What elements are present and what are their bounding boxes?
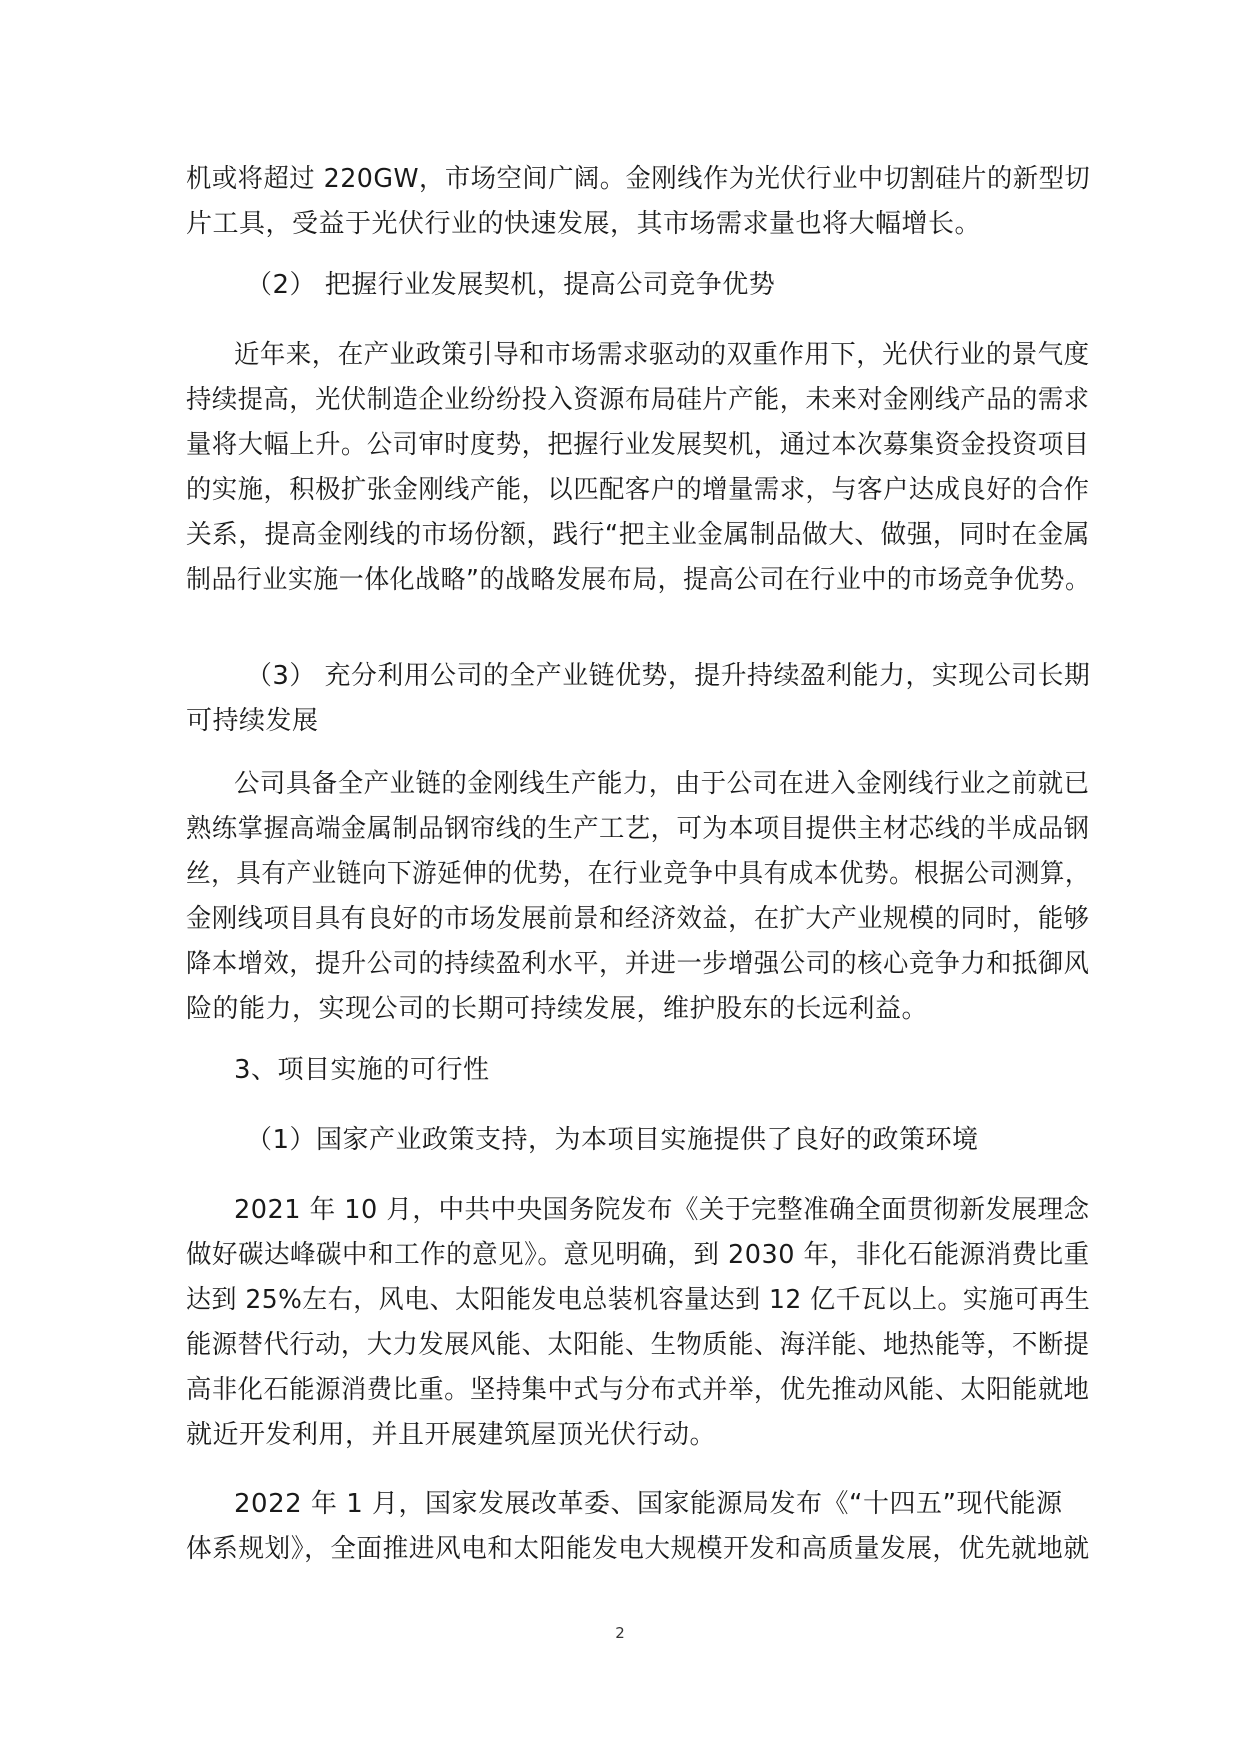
subsection-heading-2: （2） 把握行业发展契机，提高公司竞争优势 — [246, 270, 776, 300]
text-line: 体系规划》，全面推进风电和太阳能发电大规模开发和高质量发展，优先就地就 — [186, 1534, 1090, 1564]
text-line: 2022 年 1 月，国家发展改革委、国家能源局发布《“十四五”现代能源 — [234, 1489, 1063, 1519]
text-line: 可持续发展 — [186, 706, 319, 736]
text-line: 金刚线项目具有良好的市场发展前景和经济效益，在扩大产业规模的同时，能够 — [186, 904, 1090, 934]
text-line: 就近开发利用，并且开展建筑屋顶光伏行动。 — [186, 1420, 717, 1450]
text-line: 熟练掌握高端金属制品钢帘线的生产工艺，可为本项目提供主材芯线的半成品钢 — [186, 814, 1090, 844]
text-line: 制品行业实施一体化战略”的战略发展布局，提高公司在行业中的市场竞争优势。 — [186, 565, 1091, 595]
text-line: 能源替代行动，大力发展风能、太阳能、生物质能、海洋能、地热能等，不断提 — [186, 1330, 1090, 1360]
text-line: 近年来，在产业政策引导和市场需求驱动的双重作用下，光伏行业的景气度 — [234, 340, 1090, 370]
text-line: 量将大幅上升。公司审时度势，把握行业发展契机，通过本次募集资金投资项目 — [186, 430, 1090, 460]
text-line: 2021 年 10 月，中共中央国务院发布《关于完整准确全面贯彻新发展理念 — [234, 1195, 1090, 1225]
text-line: 丝，具有产业链向下游延伸的优势，在行业竞争中具有成本优势。根据公司测算， — [186, 859, 1091, 889]
section-heading-feasibility: 3、项目实施的可行性 — [234, 1055, 490, 1085]
text-line: 持续提高，光伏制造企业纷纷投入资源布局硅片产能，未来对金刚线产品的需求 — [186, 385, 1090, 415]
text-line: 达到 25%左右，风电、太阳能发电总装机容量达到 12 亿千瓦以上。实施可再生 — [186, 1285, 1091, 1315]
text-line: 机或将超过 220GW，市场空间广阔。金刚线作为光伏行业中切割硅片的新型切 — [186, 164, 1091, 194]
text-line: 公司具备全产业链的金刚线生产能力，由于公司在进入金刚线行业之前就已 — [234, 769, 1090, 799]
text-line: 高非化石能源消费比重。坚持集中式与分布式并举，优先推动风能、太阳能就地 — [186, 1375, 1090, 1405]
text-line: （3） 充分利用公司的全产业链优势，提升持续盈利能力，实现公司长期 — [246, 661, 1091, 691]
text-line: 关系，提高金刚线的市场份额，践行“把主业金属制品做大、做强，同时在金属 — [186, 520, 1091, 550]
text-line: 降本增效，提升公司的持续盈利水平，并进一步增强公司的核心竞争力和抵御风 — [186, 949, 1090, 979]
text-line: 片工具，受益于光伏行业的快速发展，其市场需求量也将大幅增长。 — [186, 209, 982, 239]
text-line: 做好碳达峰碳中和工作的意见》。意见明确，到 2030 年，非化石能源消费比重 — [186, 1240, 1090, 1270]
text-line: 的实施，积极扩张金刚线产能，以匹配客户的增量需求，与客户达成良好的合作 — [186, 475, 1090, 505]
subsection-heading-1: （1）国家产业政策支持，为本项目实施提供了良好的政策环境 — [246, 1125, 979, 1155]
page-number: 2 — [615, 1624, 625, 1642]
text-line: 险的能力，实现公司的长期可持续发展，维护股东的长远利益。 — [186, 994, 929, 1024]
